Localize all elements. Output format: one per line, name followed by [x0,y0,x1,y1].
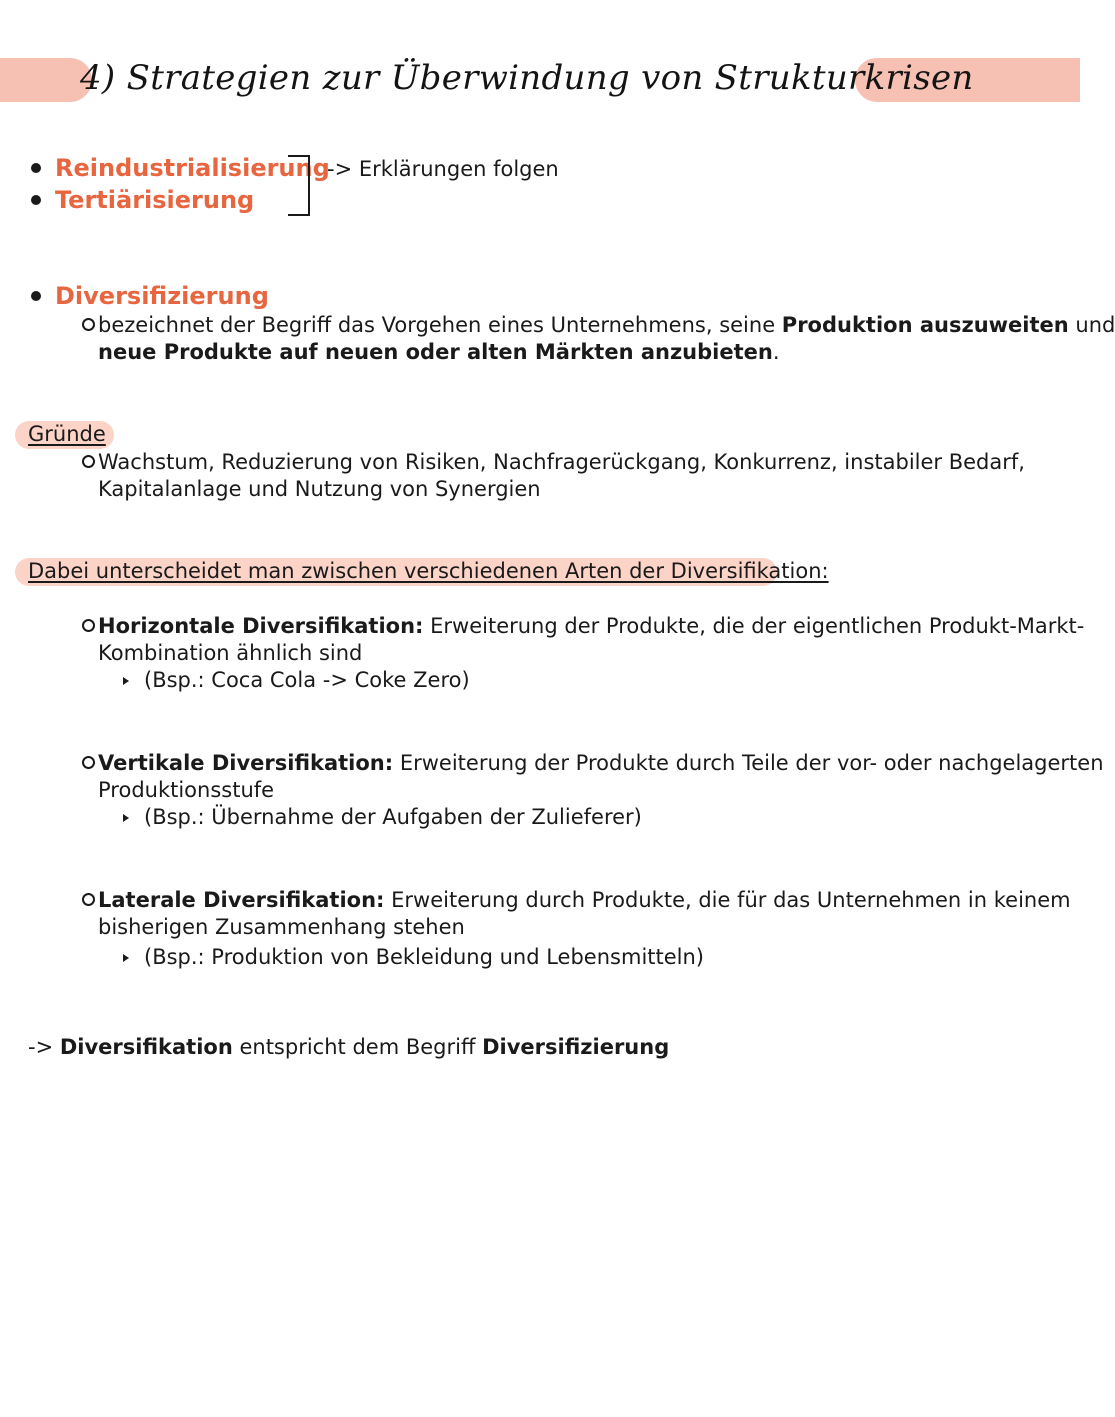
explanation-note: -> Erklärungen folgen [327,157,559,181]
definition-line-2: neue Produkte auf neuen oder alten Märkten anzubieten. [98,340,780,364]
circle-bullet [82,318,95,331]
bullet-dot [31,291,41,301]
list-item-tertiaerisierung: Tertiärisierung [55,186,255,214]
lateral-example: (Bsp.: Produktion von Bekleidung und Lebensmitteln) [144,945,704,969]
horizontal-line-2: Kombination ähnlich sind [98,641,363,665]
conclusion-line: -> Diversifikation entspricht dem Begriff Diversifizierung [28,1035,670,1059]
arten-intro: Dabei unterscheidet man zwischen verschiedenen Arten der Diversifikation: [28,559,829,583]
horizontal-example: (Bsp.: Coca Cola -> Coke Zero) [144,668,470,692]
circle-bullet [82,619,95,632]
vertikal-example: (Bsp.: Übernahme der Aufgaben der Zulieferer) [144,805,642,829]
bullet-dot [31,195,41,205]
triangle-bullet [123,677,129,685]
gruende-label: Gründe [28,422,106,446]
circle-bullet [82,893,95,906]
grouping-bracket [288,155,310,216]
definition-line-1: bezeichnet der Begriff das Vorgehen eines Unternehmens, seine Produktion auszuweiten und [98,313,1115,337]
bullet-dot [31,163,41,173]
page-title: 4) Strategien zur Überwindung von Strukturkrisen [80,58,974,98]
triangle-bullet [123,954,129,962]
title-band-left [0,58,92,102]
gruende-line-2: Kapitalanlage und Nutzung von Synergien [98,477,541,501]
lateral-line-2: bisherigen Zusammenhang stehen [98,915,465,939]
circle-bullet [82,756,95,769]
lateral-line-1: Laterale Diversifikation: Erweiterung durch Produkte, die für das Unternehmen in keinem [98,888,1071,912]
circle-bullet [82,455,95,468]
gruende-line-1: Wachstum, Reduzierung von Risiken, Nachfragerückgang, Konkurrenz, instabiler Bedarf, [98,450,1025,474]
diversifizierung-heading: Diversifizierung [55,282,269,310]
horizontal-line-1: Horizontale Diversifikation: Erweiterung der Produkte, die der eigentlichen Produkt-Markt- [98,614,1085,638]
vertikal-line-1: Vertikale Diversifikation: Erweiterung der Produkte durch Teile der vor- oder nachgelagerten [98,751,1104,775]
list-item-reindustrialisierung: Reindustrialisierung [55,154,330,182]
triangle-bullet [123,814,129,822]
vertikal-line-2: Produktionsstufe [98,778,275,802]
